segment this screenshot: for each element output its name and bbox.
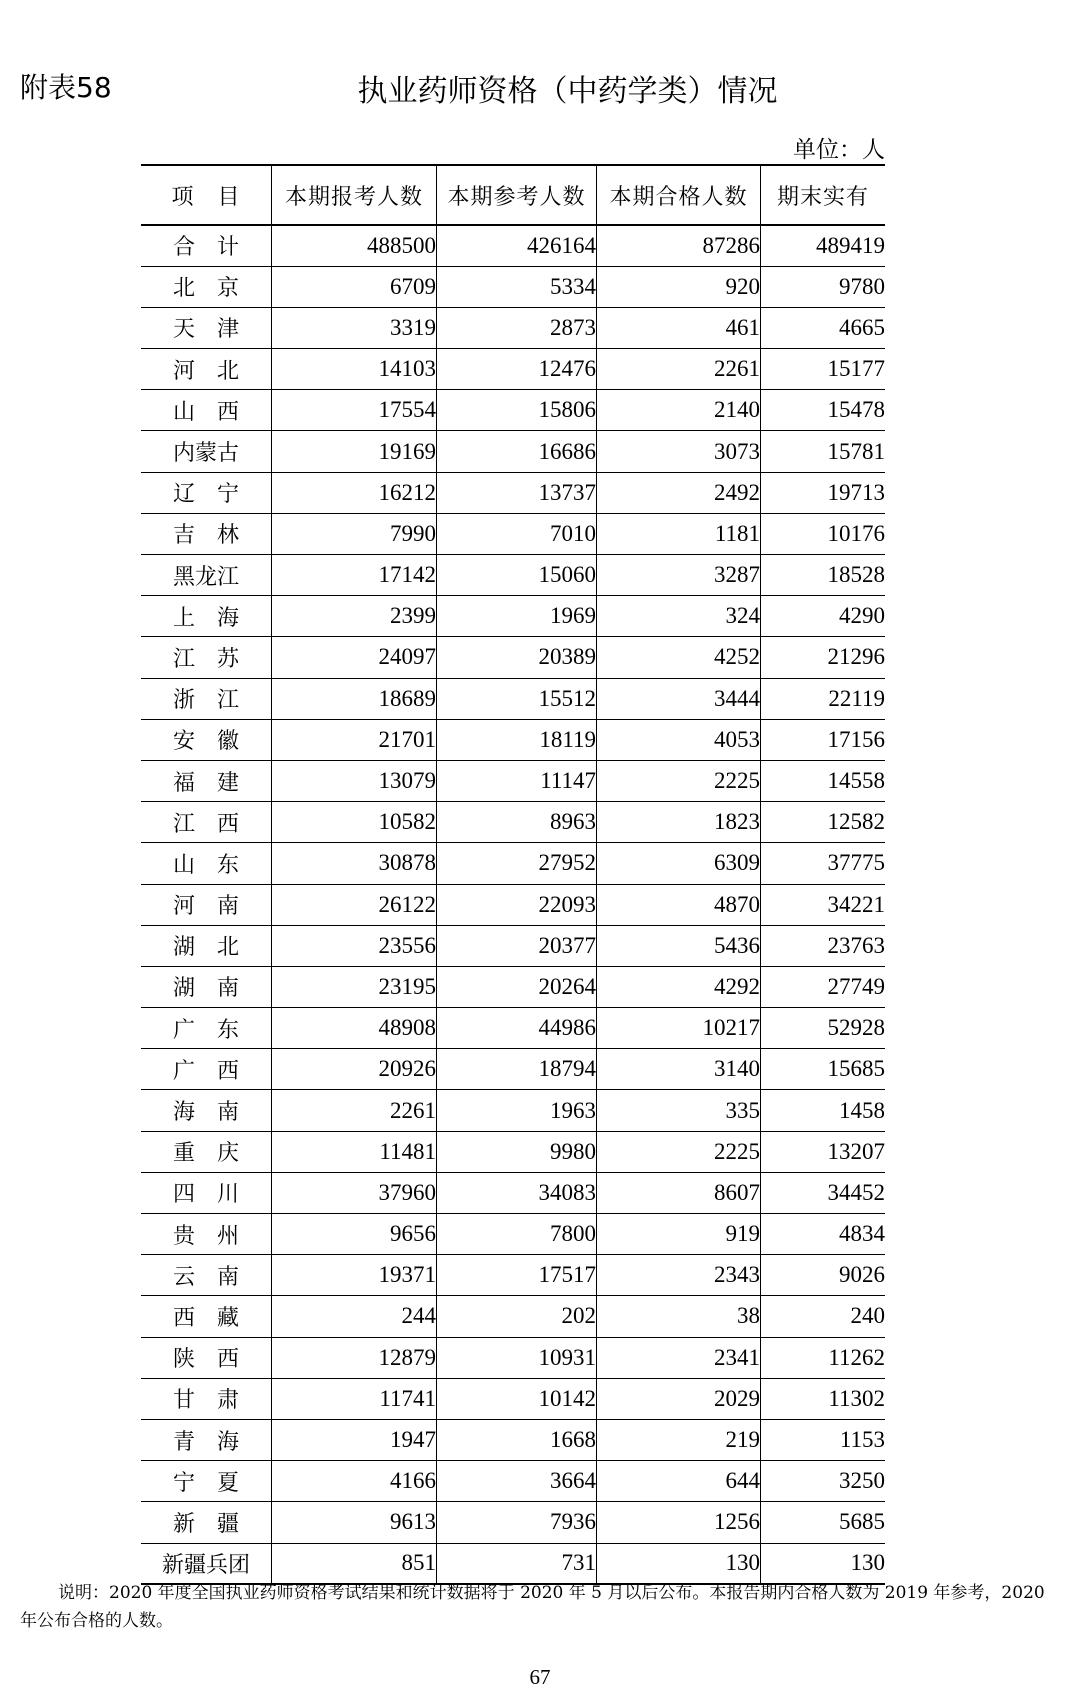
table-row [141,225,885,266]
table-row [141,637,885,678]
participated-count-cell: 12476 [437,349,597,390]
qualified-count-cell: 335 [597,1090,761,1131]
end-total-count-cell: 240 [761,1296,886,1337]
end-total-count-cell: 4665 [761,307,886,348]
registered-count-cell: 20926 [272,1049,437,1090]
end-total-count-cell: 27749 [761,966,886,1007]
registered-count-cell: 7990 [272,513,437,554]
end-total-count-cell: 1458 [761,1090,886,1131]
region-name-cell: 陕 西 [141,1337,272,1378]
table-row [141,349,885,390]
participated-count-cell: 15512 [437,678,597,719]
end-total-count-cell: 13207 [761,1131,886,1172]
participated-count-cell: 8963 [437,802,597,843]
registered-count-cell: 9656 [272,1214,437,1255]
registered-count-cell: 2261 [272,1090,437,1131]
table-row [141,760,885,801]
registered-count-cell: 12879 [272,1337,437,1378]
column-header-qualified: 本期合格人数 [597,165,761,225]
registered-count-cell: 17554 [272,390,437,431]
table-row [141,266,885,307]
end-total-count-cell: 23763 [761,925,886,966]
qualified-count-cell: 8607 [597,1172,761,1213]
table-row [141,1502,885,1543]
region-name-cell: 西 藏 [141,1296,272,1337]
registered-count-cell: 9613 [272,1502,437,1543]
qualified-count-cell: 4053 [597,719,761,760]
region-name-cell: 重 庆 [141,1131,272,1172]
data-table [141,164,885,1585]
end-total-count-cell: 15478 [761,390,886,431]
end-total-count-cell: 489419 [761,225,886,266]
participated-count-cell: 426164 [437,225,597,266]
qualified-count-cell: 2492 [597,472,761,513]
qualified-count-cell: 461 [597,307,761,348]
registered-count-cell: 21701 [272,719,437,760]
end-total-count-cell: 34221 [761,884,886,925]
registered-count-cell: 488500 [272,225,437,266]
end-total-count-cell: 11262 [761,1337,886,1378]
registered-count-cell: 13079 [272,760,437,801]
footnote: 说明：2020 年度全国执业药师资格考试结果和统计数据将于 2020 年 5 月以后公布。本报告期内合格人数为 2019 年参考，2020 年公布合格的人数。 [20,1583,1045,1631]
end-total-count-cell: 9780 [761,266,886,307]
registered-count-cell: 10582 [272,802,437,843]
region-name-cell: 湖 北 [141,925,272,966]
participated-count-cell: 44986 [437,1008,597,1049]
table-row [141,1049,885,1090]
participated-count-cell: 15060 [437,555,597,596]
table-row [141,843,885,884]
table-row [141,555,885,596]
qualified-count-cell: 6309 [597,843,761,884]
region-name-cell: 广 西 [141,1049,272,1090]
qualified-count-cell: 4292 [597,966,761,1007]
table-row [141,1378,885,1419]
end-total-count-cell: 18528 [761,555,886,596]
participated-count-cell: 13737 [437,472,597,513]
table-row [141,1461,885,1502]
qualified-count-cell: 2343 [597,1255,761,1296]
qualified-count-cell: 3444 [597,678,761,719]
region-name-cell: 河 北 [141,349,272,390]
region-name-cell: 黑龙江 [141,555,272,596]
region-name-cell: 浙 江 [141,678,272,719]
participated-count-cell: 7010 [437,513,597,554]
registered-count-cell: 11741 [272,1378,437,1419]
table-row [141,678,885,719]
participated-count-cell: 27952 [437,843,597,884]
qualified-count-cell: 3073 [597,431,761,472]
participated-count-cell: 18794 [437,1049,597,1090]
participated-count-cell: 1963 [437,1090,597,1131]
table-row [141,1419,885,1460]
participated-count-cell: 20389 [437,637,597,678]
participated-count-cell: 20377 [437,925,597,966]
page-number: 67 [529,1665,551,1689]
registered-count-cell: 851 [272,1543,437,1584]
region-name-cell: 福 建 [141,760,272,801]
qualified-count-cell: 130 [597,1543,761,1584]
qualified-count-cell: 5436 [597,925,761,966]
participated-count-cell: 2873 [437,307,597,348]
participated-count-cell: 15806 [437,390,597,431]
participated-count-cell: 3664 [437,1461,597,1502]
registered-count-cell: 14103 [272,349,437,390]
qualified-count-cell: 919 [597,1214,761,1255]
table-row [141,1255,885,1296]
end-total-count-cell: 52928 [761,1008,886,1049]
table-label: 附表58 [20,71,112,104]
region-name-cell: 新 疆 [141,1502,272,1543]
registered-count-cell: 16212 [272,472,437,513]
participated-count-cell: 5334 [437,266,597,307]
end-total-count-cell: 4290 [761,596,886,637]
participated-count-cell: 1668 [437,1419,597,1460]
end-total-count-cell: 15177 [761,349,886,390]
registered-count-cell: 4166 [272,1461,437,1502]
table-body [141,225,885,1584]
table-row [141,390,885,431]
table-header-row [141,165,885,225]
region-name-cell: 天 津 [141,307,272,348]
end-total-count-cell: 11302 [761,1378,886,1419]
region-name-cell: 辽 宁 [141,472,272,513]
end-total-count-cell: 34452 [761,1172,886,1213]
region-name-cell: 山 西 [141,390,272,431]
qualified-count-cell: 2140 [597,390,761,431]
qualified-count-cell: 3287 [597,555,761,596]
end-total-count-cell: 3250 [761,1461,886,1502]
participated-count-cell: 34083 [437,1172,597,1213]
unit-label: 单位：人 [793,137,885,163]
participated-count-cell: 18119 [437,719,597,760]
registered-count-cell: 48908 [272,1008,437,1049]
table-row [141,719,885,760]
table-row [141,1214,885,1255]
region-name-cell: 青 海 [141,1419,272,1460]
table-row [141,1296,885,1337]
qualified-count-cell: 219 [597,1419,761,1460]
region-name-cell: 上 海 [141,596,272,637]
participated-count-cell: 10142 [437,1378,597,1419]
end-total-count-cell: 10176 [761,513,886,554]
registered-count-cell: 3319 [272,307,437,348]
region-name-cell: 山 东 [141,843,272,884]
participated-count-cell: 16686 [437,431,597,472]
end-total-count-cell: 130 [761,1543,886,1584]
end-total-count-cell: 21296 [761,637,886,678]
region-name-cell: 广 东 [141,1008,272,1049]
region-name-cell: 新疆兵团 [141,1543,272,1584]
end-total-count-cell: 19713 [761,472,886,513]
table-row [141,925,885,966]
participated-count-cell: 17517 [437,1255,597,1296]
table-row [141,307,885,348]
region-name-cell: 内蒙古 [141,431,272,472]
participated-count-cell: 22093 [437,884,597,925]
region-name-cell: 云 南 [141,1255,272,1296]
registered-count-cell: 26122 [272,884,437,925]
registered-count-cell: 30878 [272,843,437,884]
qualified-count-cell: 1181 [597,513,761,554]
region-name-cell: 江 苏 [141,637,272,678]
column-header-end-total: 期末实有 [761,165,886,225]
table-row [141,513,885,554]
participated-count-cell: 7800 [437,1214,597,1255]
region-name-cell: 安 徽 [141,719,272,760]
qualified-count-cell: 4252 [597,637,761,678]
table-row [141,472,885,513]
qualified-count-cell: 920 [597,266,761,307]
qualified-count-cell: 2029 [597,1378,761,1419]
qualified-count-cell: 324 [597,596,761,637]
end-total-count-cell: 12582 [761,802,886,843]
region-name-cell: 海 南 [141,1090,272,1131]
registered-count-cell: 19169 [272,431,437,472]
end-total-count-cell: 1153 [761,1419,886,1460]
participated-count-cell: 731 [437,1543,597,1584]
registered-count-cell: 17142 [272,555,437,596]
qualified-count-cell: 3140 [597,1049,761,1090]
qualified-count-cell: 87286 [597,225,761,266]
table-row [141,1543,885,1584]
registered-count-cell: 18689 [272,678,437,719]
table-row [141,431,885,472]
registered-count-cell: 23556 [272,925,437,966]
table-row [141,1008,885,1049]
registered-count-cell: 1947 [272,1419,437,1460]
registered-count-cell: 2399 [272,596,437,637]
participated-count-cell: 9980 [437,1131,597,1172]
column-header-participated: 本期参考人数 [437,165,597,225]
end-total-count-cell: 9026 [761,1255,886,1296]
qualified-count-cell: 10217 [597,1008,761,1049]
registered-count-cell: 37960 [272,1172,437,1213]
end-total-count-cell: 4834 [761,1214,886,1255]
region-name-cell: 宁 夏 [141,1461,272,1502]
region-name-cell: 吉 林 [141,513,272,554]
region-name-cell: 江 西 [141,802,272,843]
participated-count-cell: 202 [437,1296,597,1337]
region-name-cell: 合 计 [141,225,272,266]
end-total-count-cell: 15685 [761,1049,886,1090]
registered-count-cell: 19371 [272,1255,437,1296]
qualified-count-cell: 38 [597,1296,761,1337]
registered-count-cell: 11481 [272,1131,437,1172]
qualified-count-cell: 2261 [597,349,761,390]
region-name-cell: 四 川 [141,1172,272,1213]
table-row [141,1337,885,1378]
table-row [141,1131,885,1172]
column-header-registered: 本期报考人数 [272,165,437,225]
registered-count-cell: 6709 [272,266,437,307]
end-total-count-cell: 15781 [761,431,886,472]
region-name-cell: 甘 肃 [141,1378,272,1419]
page-title: 执业药师资格（中药学类）情况 [357,74,778,109]
region-name-cell: 北 京 [141,266,272,307]
registered-count-cell: 24097 [272,637,437,678]
table-row [141,966,885,1007]
table-row [141,1090,885,1131]
end-total-count-cell: 14558 [761,760,886,801]
qualified-count-cell: 2225 [597,1131,761,1172]
registered-count-cell: 244 [272,1296,437,1337]
participated-count-cell: 1969 [437,596,597,637]
qualified-count-cell: 2225 [597,760,761,801]
end-total-count-cell: 17156 [761,719,886,760]
end-total-count-cell: 22119 [761,678,886,719]
end-total-count-cell: 5685 [761,1502,886,1543]
table-row [141,802,885,843]
region-name-cell: 湖 南 [141,966,272,1007]
participated-count-cell: 7936 [437,1502,597,1543]
table-row [141,1172,885,1213]
qualified-count-cell: 644 [597,1461,761,1502]
participated-count-cell: 11147 [437,760,597,801]
registered-count-cell: 23195 [272,966,437,1007]
participated-count-cell: 10931 [437,1337,597,1378]
table-row [141,884,885,925]
end-total-count-cell: 37775 [761,843,886,884]
qualified-count-cell: 2341 [597,1337,761,1378]
region-name-cell: 河 南 [141,884,272,925]
qualified-count-cell: 1823 [597,802,761,843]
table-row [141,596,885,637]
column-header-item: 项 目 [141,165,272,225]
qualified-count-cell: 1256 [597,1502,761,1543]
region-name-cell: 贵 州 [141,1214,272,1255]
qualified-count-cell: 4870 [597,884,761,925]
participated-count-cell: 20264 [437,966,597,1007]
